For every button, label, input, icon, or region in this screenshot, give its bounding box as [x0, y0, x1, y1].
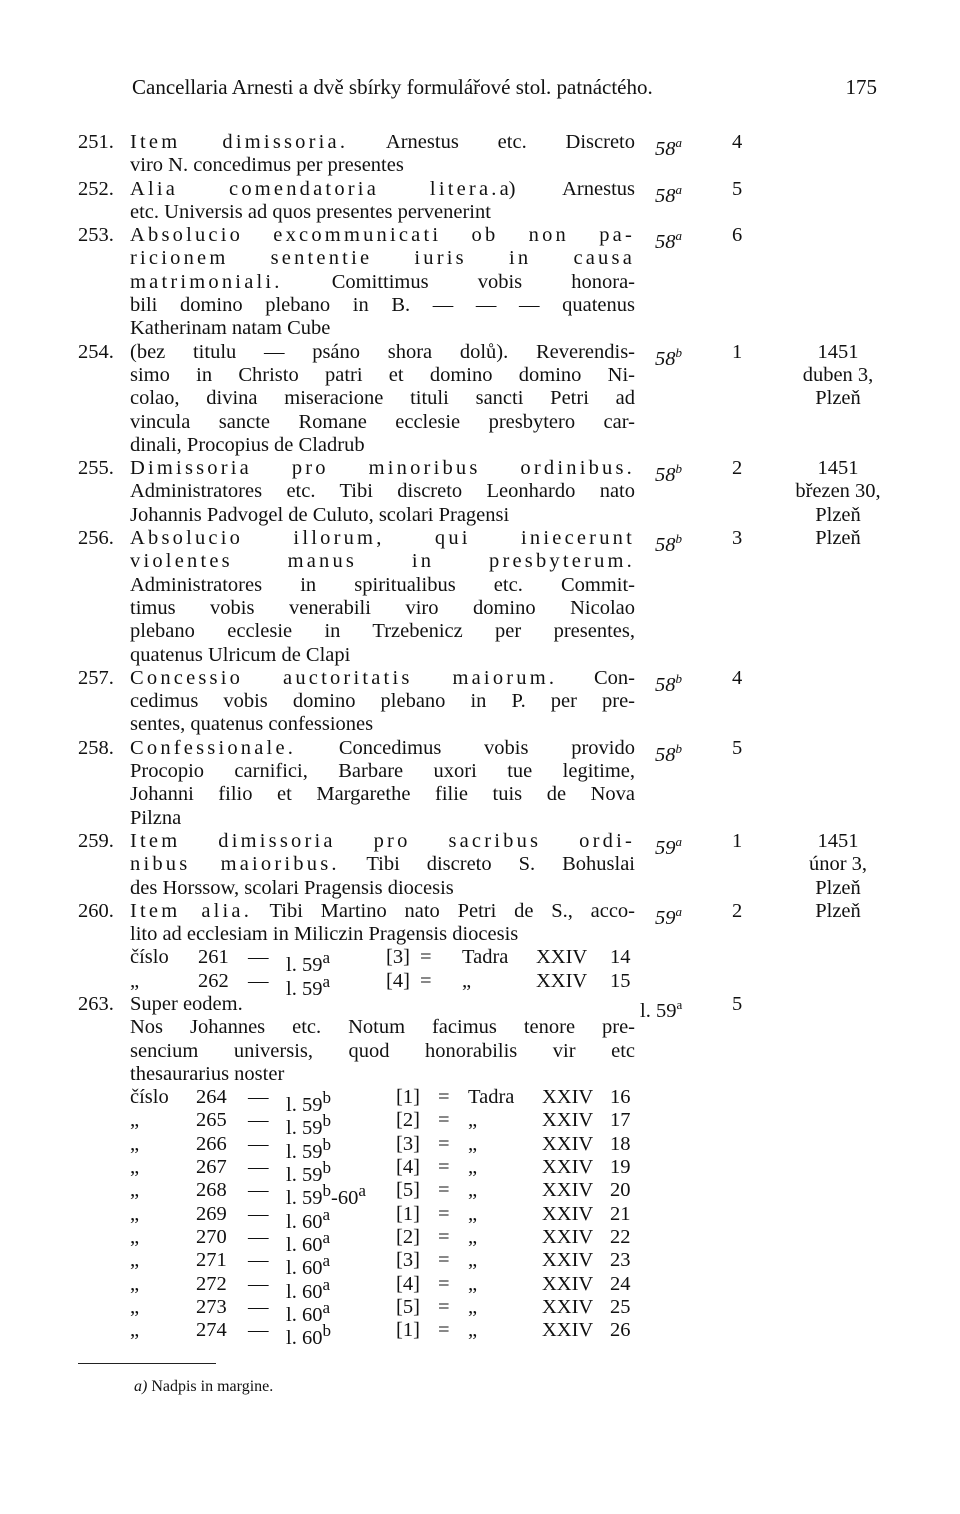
- folio-position: 5: [732, 177, 743, 200]
- entry-text-line: Alia comendatoria litera.a) Arnestus: [130, 177, 635, 200]
- entry-text-line: sentes, quatenus confessiones: [130, 713, 374, 736]
- cross-reference-cell: 19: [610, 1156, 631, 1179]
- cross-reference-cell: —: [248, 1202, 269, 1225]
- cross-reference-cell: Tadra: [462, 946, 509, 969]
- cross-reference-cell: =: [420, 946, 432, 969]
- cross-reference-cell: l. 59$^a$: [286, 948, 331, 977]
- cross-reference-cell: =: [438, 1319, 450, 1342]
- entry: [0, 341, 960, 457]
- cross-reference-cell: 15: [610, 969, 631, 992]
- entry-text-line: dinali, Procopius de Cladrub: [130, 433, 365, 456]
- cross-reference-cell: [3]: [386, 946, 410, 969]
- entry-text-line: Katherinam natam Cube: [130, 317, 331, 340]
- cross-reference-cell: XXIV: [542, 1249, 594, 1272]
- cross-reference-cell: „: [468, 1132, 478, 1155]
- entry-text-line: nibus maioribus. Tibi discreto S. Bohuslai: [130, 853, 635, 876]
- cross-reference-cell: 21: [610, 1202, 631, 1225]
- cross-reference-cell: „: [468, 1272, 478, 1295]
- cross-reference-cell: XXIV: [542, 1086, 594, 1109]
- entry-text-line: matrimoniali. Comittimus vobis honora-: [130, 270, 635, 293]
- entry: [0, 830, 960, 900]
- folio-reference: 58$^b$: [655, 670, 682, 696]
- cross-reference-cell: [1]: [396, 1202, 420, 1225]
- entry-text-line: des Horssow, scolari Pragensis diocesis: [130, 876, 454, 899]
- cross-reference-cell: XXIV: [542, 1156, 594, 1179]
- cross-reference-cell: l. 59$^a$: [286, 971, 331, 1000]
- entry-number: 259.: [78, 829, 114, 852]
- entry: [0, 457, 960, 527]
- cross-reference-cell: 273: [196, 1295, 227, 1318]
- cross-reference-cell: 26: [610, 1319, 631, 1342]
- entry-text-line: Pilzna: [130, 806, 182, 829]
- cross-reference-row: [0, 1272, 960, 1303]
- cross-reference-cell: XXIV: [542, 1179, 594, 1202]
- cross-reference-cell: XXIV: [542, 1319, 594, 1342]
- entry-text: [130, 178, 635, 225]
- cross-reference-cell: [3]: [396, 1132, 420, 1155]
- cross-reference-row: [0, 1179, 960, 1210]
- cross-reference-cell: [1]: [396, 1086, 420, 1109]
- entry-number: 258.: [78, 736, 114, 759]
- entry-text-line: Item dimissoria pro sacribus ordi-: [130, 829, 635, 852]
- folio-position: 2: [732, 899, 743, 922]
- date-line: duben 3,: [802, 363, 874, 386]
- footnote-text: Nadpis in margine.: [151, 1378, 274, 1395]
- cross-reference-cell: =: [438, 1295, 450, 1318]
- cross-reference-cell: „: [468, 1249, 478, 1272]
- entry-text-line: Procopio carnifici, Barbare uxori tue legitime,: [130, 760, 635, 783]
- folio-reference: 58$^a$: [655, 228, 682, 254]
- folio-position: 3: [732, 527, 743, 550]
- cross-reference-cell: „: [462, 969, 472, 992]
- cross-reference-cell: 262: [198, 969, 229, 992]
- cross-reference-cell: =: [438, 1179, 450, 1202]
- cross-reference-cell: l. 59$^b$: [286, 1134, 331, 1163]
- cross-reference-cell: 24: [610, 1272, 631, 1295]
- cross-reference-cell: Tadra: [468, 1086, 515, 1109]
- cross-reference-cell: XXIV: [542, 1272, 594, 1295]
- cross-reference-cell: 23: [610, 1249, 631, 1272]
- cross-reference-cell: XXIV: [542, 1202, 594, 1225]
- cross-reference-cell: 274: [196, 1319, 227, 1342]
- folio-position: 5: [732, 736, 743, 759]
- cross-reference-cell: [5]: [396, 1295, 420, 1318]
- cross-reference-cell: l. 59$^b$: [286, 1158, 331, 1186]
- cross-reference-cell: =: [438, 1156, 450, 1179]
- cross-reference-cell: XXIV: [536, 969, 588, 992]
- folio-reference: 58$^a$: [655, 181, 682, 207]
- folio-position: 5: [732, 992, 743, 1015]
- cross-reference-cell: =: [420, 969, 432, 992]
- cross-reference-cell: 269: [196, 1202, 227, 1225]
- footnote: [134, 1378, 273, 1396]
- cross-reference-cell: 264: [196, 1086, 227, 1109]
- cross-reference-cell: [4]: [386, 969, 410, 992]
- cross-reference-cell: 266: [196, 1132, 227, 1155]
- entry-text-line: bili domino plebano in B. — — — quatenus: [130, 294, 635, 317]
- cross-reference-cell: 14: [610, 946, 631, 969]
- cross-reference-cell: XXIV: [542, 1132, 594, 1155]
- footnote-mark: a): [134, 1378, 148, 1395]
- cross-reference-cell: číslo: [130, 1086, 169, 1109]
- cross-reference-cell: =: [438, 1109, 450, 1132]
- header-title: Cancellaria Arnesti a dvě sbírky formulářové stol. patnáctého.: [132, 75, 653, 99]
- cross-reference-cell: XXIV: [542, 1109, 594, 1132]
- cross-reference-cell: „: [468, 1295, 478, 1318]
- cross-reference-cell: 18: [610, 1132, 631, 1155]
- entry-text: [130, 341, 635, 457]
- folio-position: 2: [732, 457, 743, 480]
- cross-reference-cell: 267: [196, 1156, 227, 1179]
- entry-number: 254.: [78, 340, 114, 363]
- entry-number: 253.: [78, 224, 114, 247]
- date-line: Plzeň: [815, 527, 861, 550]
- entry-number: 256.: [78, 527, 114, 550]
- cross-reference-row: [0, 1319, 960, 1349]
- cross-reference-row: [0, 1202, 960, 1233]
- entry-text-line: Absolucio excommunicati ob non pa-: [130, 224, 635, 247]
- cross-reference-cell: číslo: [130, 946, 169, 969]
- cross-reference-cell: „: [130, 969, 140, 992]
- folio-reference: 58$^b$: [655, 461, 682, 486]
- cross-reference-cell: =: [438, 1202, 450, 1225]
- folio-position: 4: [732, 131, 743, 153]
- entry-text-line: Dimissoria pro minoribus ordinibus.: [130, 457, 635, 480]
- folio-position: 1: [732, 340, 743, 363]
- cross-reference-cell: „: [468, 1225, 478, 1248]
- date-line: únor 3,: [808, 853, 868, 876]
- entry-text-line: Confessionale. Concedimus vobis provido: [130, 736, 635, 759]
- entry-text-line: Nos Johannes etc. Notum facimus tenore pre-: [130, 1016, 635, 1039]
- cross-reference-row: [0, 1156, 960, 1186]
- date-line: Plzeň: [815, 503, 861, 526]
- entry-text-line: plebano ecclesie in Trzebenicz per presentes,: [130, 620, 635, 643]
- cross-reference-cell: 25: [610, 1295, 631, 1318]
- date-place: [768, 457, 908, 527]
- cross-reference-cell: —: [248, 1132, 269, 1155]
- cross-reference-row: [0, 1132, 960, 1163]
- date-place: [768, 341, 908, 411]
- entry-text-line: violentes manus in presbyterum.: [130, 550, 635, 573]
- folio-position: 6: [732, 224, 743, 247]
- cross-reference-cell: „: [130, 1202, 140, 1225]
- folio-reference: 58$^b$: [655, 531, 682, 556]
- entry-text-line: lito ad ecclesiam in Miliczin Pragensis diocesis: [130, 923, 519, 946]
- folio-reference: 58$^b$: [655, 344, 682, 370]
- entry: [0, 993, 960, 1086]
- cross-reference-cell: l. 60$^a$: [286, 1274, 331, 1303]
- cross-reference-row: [0, 946, 960, 977]
- entry-number: 251.: [78, 131, 114, 153]
- entry-text-line: sencium universis, quod honorabilis vir etc: [130, 1039, 635, 1062]
- cross-reference-cell: „: [468, 1202, 478, 1225]
- cross-reference-cell: 16: [610, 1086, 631, 1109]
- cross-reference-cell: —: [248, 1179, 269, 1202]
- folio-reference: 59$^a$: [655, 903, 682, 929]
- folio-reference: 59$^a$: [655, 833, 682, 859]
- folio-reference: l. 59$^a$: [640, 996, 683, 1022]
- folio-reference: 58$^b$: [655, 740, 682, 766]
- entry: [0, 178, 960, 225]
- entry-text-line: Administratores etc. Tibi discreto Leonhardo nato: [130, 480, 635, 503]
- entry-text: [130, 667, 635, 737]
- cross-reference-cell: l. 60$^a$: [286, 1227, 331, 1256]
- page-number: 175: [845, 75, 877, 99]
- cross-reference-cell: =: [438, 1086, 450, 1109]
- cross-reference-cell: XXIV: [542, 1295, 594, 1318]
- date-line: 1451: [817, 340, 859, 363]
- cross-reference-cell: 261: [198, 946, 229, 969]
- entry-text-line: Administratores in spiritualibus etc. Commit-: [130, 573, 635, 596]
- cross-reference-row: [0, 1225, 960, 1256]
- cross-reference-cell: „: [130, 1272, 140, 1295]
- entry-text: [130, 457, 635, 527]
- cross-reference-cell: —: [248, 1319, 269, 1342]
- entry-text-line: Johanni filio et Margarethe filie tuis de Nova: [130, 783, 635, 806]
- cross-reference-cell: 270: [196, 1225, 227, 1248]
- cross-reference-cell: 22: [610, 1225, 631, 1248]
- entry-text: [130, 527, 635, 667]
- entry-text-line: timus vobis venerabili viro domino Nicolao: [130, 596, 635, 619]
- entry-text-line: Super eodem.: [130, 992, 243, 1015]
- cross-reference-cell: „: [468, 1156, 478, 1179]
- date-place: [768, 900, 908, 923]
- cross-reference-cell: —: [248, 1225, 269, 1248]
- entry-text-line: Item alia. Tibi Martino nato Petri de S., acco-: [130, 899, 635, 922]
- cross-reference-cell: l. 60$^a$: [286, 1251, 331, 1280]
- date-line: 1451: [817, 457, 859, 480]
- entry-text: [130, 830, 635, 900]
- cross-reference-cell: XXIV: [542, 1225, 594, 1248]
- cross-reference-cell: —: [248, 969, 269, 992]
- date-line: březen 30,: [795, 480, 881, 503]
- cross-reference-cell: [4]: [396, 1156, 420, 1179]
- cross-reference-cell: —: [248, 1249, 269, 1272]
- cross-reference-cell: =: [438, 1225, 450, 1248]
- cross-reference-row: [0, 1295, 960, 1326]
- cross-reference-cell: —: [248, 1086, 269, 1109]
- cross-reference-cell: l. 60$^a$: [286, 1204, 331, 1233]
- entry: [0, 224, 960, 340]
- entry: [0, 527, 960, 667]
- cross-reference-cell: —: [248, 1156, 269, 1179]
- cross-reference-cell: XXIV: [536, 946, 588, 969]
- cross-reference-cell: „: [130, 1295, 140, 1318]
- cross-reference-row: [0, 1249, 960, 1280]
- entry: [0, 737, 960, 830]
- entry: [0, 131, 960, 178]
- folio-reference: 58$^a$: [655, 135, 682, 160]
- cross-reference-cell: „: [130, 1225, 140, 1248]
- cross-reference-cell: „: [130, 1109, 140, 1132]
- entry-text-line: viro N. concedimus per presentes: [130, 154, 404, 177]
- entry-text: [130, 993, 635, 1086]
- entry-number: 252.: [78, 177, 114, 200]
- cross-reference-cell: [1]: [396, 1319, 420, 1342]
- cross-reference-cell: l. 59$^b$: [286, 1088, 331, 1116]
- folio-position: 4: [732, 666, 743, 689]
- cross-reference-cell: [4]: [396, 1272, 420, 1295]
- cross-reference-cell: =: [438, 1272, 450, 1295]
- cross-reference-cell: —: [248, 1295, 269, 1318]
- cross-reference-cell: l. 60$^a$: [286, 1297, 331, 1326]
- entry-text-line: Concessio auctoritatis maiorum. Con-: [130, 666, 635, 689]
- entry-text-line: Item dimissoria. Arnestus etc. Discreto: [130, 131, 636, 153]
- entry-text-line: quatenus Ulricum de Clapi: [130, 643, 351, 666]
- cross-reference-cell: [2]: [396, 1109, 420, 1132]
- cross-reference-cell: [2]: [396, 1225, 420, 1248]
- entry-text-line: etc. Universis ad quos presentes pervenerint: [130, 200, 491, 223]
- cross-reference-cell: l. 59$^b$: [286, 1111, 331, 1140]
- entry-text-line: (bez titulu — psáno shora dolů). Reverendis-: [130, 340, 635, 363]
- date-line: Plzeň: [815, 899, 861, 922]
- cross-reference-cell: 271: [196, 1249, 227, 1272]
- cross-reference-cell: —: [248, 1272, 269, 1295]
- cross-reference-cell: „: [468, 1109, 478, 1132]
- cross-reference-cell: [5]: [396, 1179, 420, 1202]
- cross-reference-cell: „: [130, 1132, 140, 1155]
- entry-text-line: colao, divina miseracione tituli sancti Petri ad: [130, 387, 635, 410]
- cross-reference-row: [0, 969, 960, 1000]
- entry: [0, 667, 960, 737]
- cross-reference-cell: —: [248, 1109, 269, 1132]
- entry-text-line: Absolucio illorum, qui iniecerunt: [130, 527, 635, 550]
- cross-reference-cell: „: [468, 1179, 478, 1202]
- cross-reference-cell: „: [130, 1319, 140, 1342]
- cross-reference-cell: 20: [610, 1179, 631, 1202]
- date-place: [768, 830, 908, 900]
- entry-number: 260.: [78, 899, 114, 922]
- running-header: [132, 75, 877, 103]
- entry-text-line: vincula sancte Romane ecclesie presbytero car-: [130, 410, 635, 433]
- folio-position: 1: [732, 829, 743, 852]
- entry-number: 255.: [78, 457, 114, 480]
- entry-text-line: ricionem sententie iuris in causa: [130, 247, 635, 270]
- entry-text: [130, 737, 635, 830]
- date-line: 1451: [817, 829, 859, 852]
- entry-text: [130, 131, 635, 178]
- entry-text-line: simo in Christo patri et domino domino Ni-: [130, 363, 635, 386]
- cross-reference-cell: =: [438, 1132, 450, 1155]
- entry-text-line: thesaurarius noster: [130, 1062, 285, 1085]
- footnote-divider: [78, 1363, 216, 1364]
- date-line: Plzeň: [815, 876, 861, 899]
- cross-reference-cell: 272: [196, 1272, 227, 1295]
- entry-text-line: Johannis Padvogel de Culuto, scolari Pragensi: [130, 503, 510, 526]
- cross-reference-row: [0, 1086, 960, 1116]
- entry-number: 263.: [78, 992, 114, 1015]
- cross-reference-cell: „: [130, 1156, 140, 1179]
- cross-reference-cell: „: [468, 1319, 478, 1342]
- entry-text-line: cedimus vobis domino plebano in P. per pre-: [130, 690, 635, 713]
- cross-reference-cell: —: [248, 946, 269, 969]
- date-place: [768, 527, 908, 550]
- entry-number: 257.: [78, 666, 114, 689]
- cross-reference-cell: l. 60$^b$: [286, 1321, 331, 1349]
- entry-text: [130, 900, 635, 947]
- cross-reference-cell: „: [130, 1249, 140, 1272]
- cross-reference-cell: =: [438, 1249, 450, 1272]
- cross-reference-row: [0, 1109, 960, 1140]
- cross-reference-cell: 265: [196, 1109, 227, 1132]
- entry-list: [0, 131, 960, 1349]
- entry-text: [130, 224, 635, 340]
- date-line: Plzeň: [815, 387, 861, 410]
- cross-reference-cell: 268: [196, 1179, 227, 1202]
- cross-reference-cell: 17: [610, 1109, 631, 1132]
- cross-reference-cell: [3]: [396, 1249, 420, 1272]
- cross-reference-cell: l. 59$^b$-60$^a$: [286, 1181, 366, 1210]
- cross-reference-cell: „: [130, 1179, 140, 1202]
- entry: [0, 900, 960, 947]
